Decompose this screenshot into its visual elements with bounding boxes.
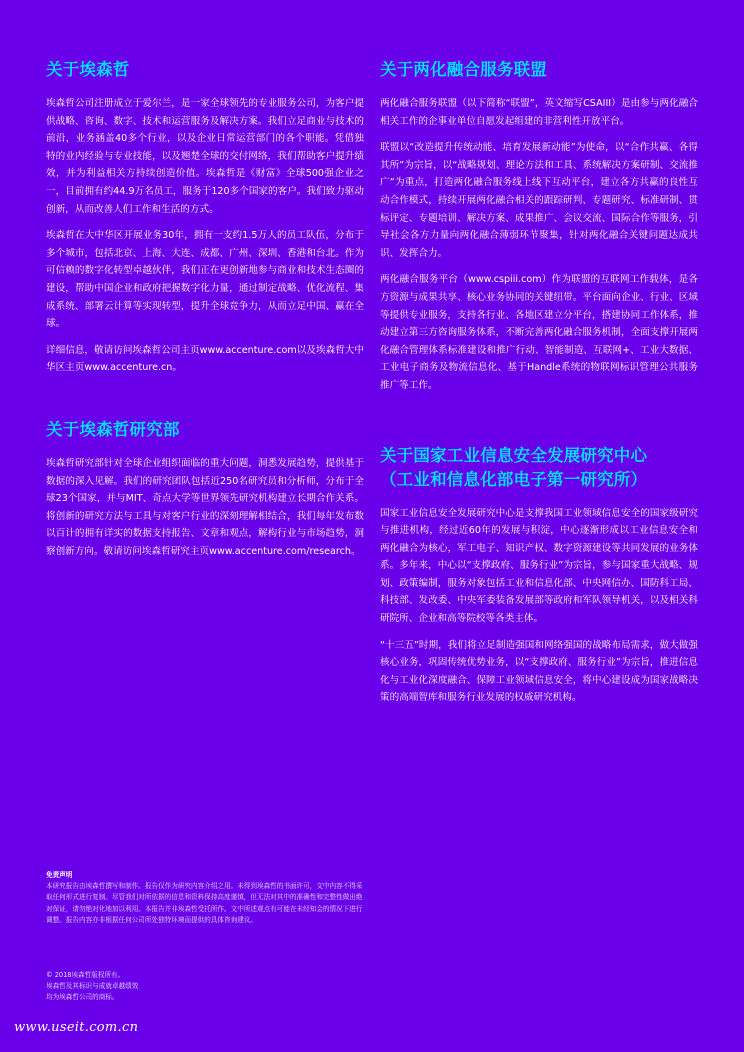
watermark: www.useit.com.cn [14, 1020, 139, 1035]
copyright [46, 970, 246, 1004]
research-paragraph-1: 埃森哲研究部针对全球企业组织面临的重大问题，洞悉发展趋势，提供基于数据的深入见解。我们的研究团队包括近250名研究员和分析师，分布于全球23个国家，并与MIT、奇点大学等世界领先研究机构建立长期合作关系。将创新的研究方法与工具与对客户行业的深刻理解相结合，我们每年发布数以百计的拥有详实的数据支持报告、文章和观点，解构行业与市场趋势，洞察创新方向。敬请访问埃森哲研究主页www.accenture.com/research。 [46, 457, 364, 557]
accenture-paragraph-2: 埃森哲在大中华区开展业务30年，拥有一支约1.5万人的员工队伍，分布于多个城市，包括北京、上海、大连、成都、广州、深圳、香港和台北。作为可信赖的数字化转型卓越伙伴，我们正在更创新地参与商业和技术生态圈的建设，帮助中国企业和政府把握数字化力量，通过制定战略、优化流程、集成系统、部署云计算等实现转型，提升全球竞争力，从而立足中国、赢在全球。 [46, 230, 364, 330]
disclaimer [46, 870, 368, 926]
alliance-paragraph-3: 两化融合服务平台（www.cspiii.com）作为联盟的互联网工作载体，是各方资源与成果共享、核心业务协同的关键纽带。平台面向企业、行业、区域等提供专业服务，支持各行业、各地区建立分平台，搭建协同工作体系，推动建立第三方咨询服务体系，不断完善两化融合服务机制，全面支撑开展两化融合管理体系标准建设和推广行动、智能制造、互联网+、工业大数据、工业电子商务及物流信息化、基于Handle系统的物联网标识管理公共服务推广等工作。 [380, 274, 698, 391]
alliance-heading: 关于两化融合服务联盟 [380, 60, 547, 79]
left-column [46, 58, 364, 569]
center-paragraph-2: “十三五”时期，我们将立足制造强国和网络强国的战略布局需求，做大做强核心业务，巩固传统优势业务，以“支撑政府、服务行业”为宗旨，推进信息化与工业化深度融合、保障工业领域信息安全，将中心建设成为国家战略决策的高端智库和服务行业发展的权威研究机构。 [380, 639, 698, 704]
alliance-paragraph-1: 两化融合服务联盟（以下简称“联盟”，英文缩写CSAIII）是由参与两化融合相关工作的企事业单位自愿发起组建的非营利性开放平台。 [380, 98, 698, 127]
accenture-heading: 关于埃森哲 [46, 60, 130, 79]
center-paragraph-1: 国家工业信息安全发展研究中心是支撑我国工业领域信息安全的国家级研究与推进机构，经过近60年的发展与积淀，中心逐渐形成以工业信息安全和两化融合为核心，军工电子、知识产权、数字资源建设等共同发展的业务体系。多年来，中心以“支撑政府、服务行业”为宗旨，参与国家重大战略、规划、政策编制，服务对象包括工业和信息化部、中央网信办、国防科工局、科技部、发改委、中央军委装备发展部等政府和军队领导机关，以及相关科研院所、企业和高等院校等各类主体。 [380, 507, 698, 625]
disclaimer-text: 本研究报告由埃森哲撰写和制作。报告仅作为研究内容介绍之用。未得到埃森哲的书面许可，文中内容不得采取任何形式进行复制。尽管我们对所依据的信息和资料保持高度谨慎，但无法对其中的准确性和完整性做出绝对保证，请勿绝对化地加以利用。本报告并非埃森哲受托所作。文中所述观点有可能在未经知会的情况下进行调整。报告内容亦非根据任何公司所处独特环境而提供的具体咨询建议。 [46, 882, 363, 924]
right-column [380, 58, 698, 716]
disclaimer-title: 免责声明 [46, 871, 73, 879]
copyright-line-1: © 2018埃森哲版权所有。 [46, 971, 125, 979]
center-heading-line-1: 关于国家工业信息安全发展研究中心 [380, 445, 648, 465]
research-heading: 关于埃森哲研究部 [46, 419, 180, 439]
accenture-paragraph-3: 详细信息，敬请访问埃森哲公司主页www.accenture.com以及埃森哲大中华区主页www.accenture.cn。 [46, 344, 364, 374]
alliance-paragraph-2: 联盟以“改造提升传统动能、培育发展新动能”为使命，以“合作共赢、各得其所”为宗旨，以“战略规划、理论方法和工具、系统解决方案研制、交流推广”为重点，打造两化融合服务线上线下互动平台，建立各方共赢的良性互动合作模式，持续开展两化融合相关的跟踪研判、专题研究、标准研制、贯标评定、专题培训、解决方案、成果推广、会议交流、国际合作等服务，引导社会各方力量向两化融合薄弱环节聚集，针对两化融合关键问题达成共识、发挥合力。 [380, 142, 698, 259]
center-heading-line-2: （工业和信息化部电子第一研究所） [380, 469, 648, 489]
copyright-line-2: 埃森哲及其标识与成就卓越绩效 [46, 982, 139, 991]
accenture-paragraph-1: 埃森哲公司注册成立于爱尔兰，是一家全球领先的专业服务公司，为客户提供战略、咨询、数字、技术和运营服务及解决方案。我们立足商业与技术的前沿，业务涵盖40多个行业，以及企业日常运营部门的各个职能。凭借独特的业内经验与专业技能，以及翘楚全球的交付网络，我们帮助客户提升绩效，并为利益相关方持续创造价值。埃森哲是《财富》全球500强企业之一，目前拥有约44.9万名员工，服务于120多个国家的客户。我们致力驱动创新，从而改善人们工作和生活的方式。 [46, 98, 364, 215]
copyright-line-3: 均为埃森哲公司的商标。 [46, 993, 119, 1002]
